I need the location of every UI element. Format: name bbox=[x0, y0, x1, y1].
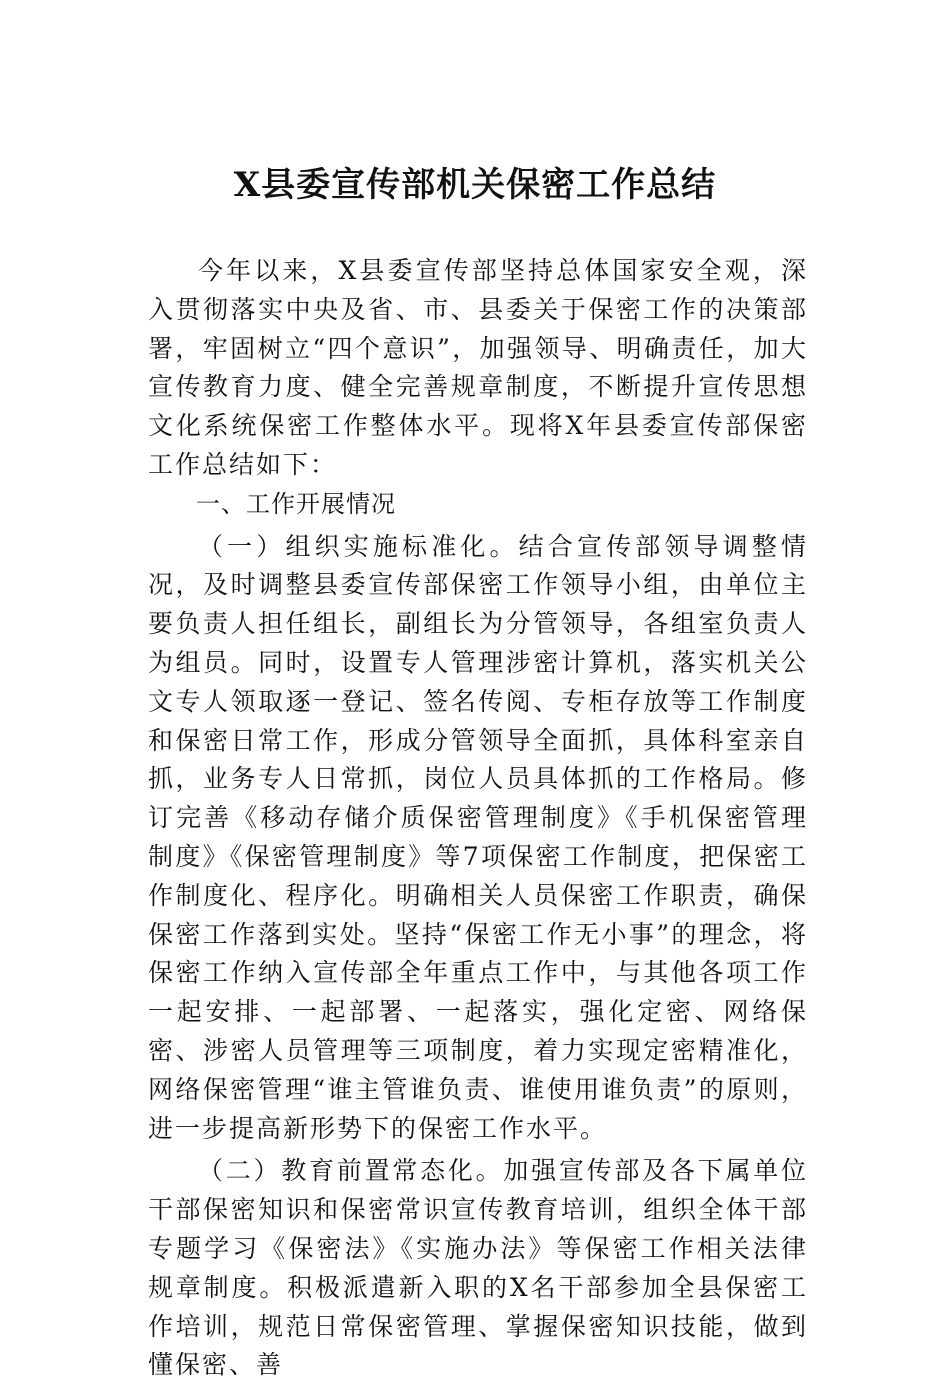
item-lead: （一）组织实施标准化。 bbox=[198, 531, 519, 561]
document-title: X县委宣传部机关保密工作总结 bbox=[233, 165, 717, 205]
section-heading: 一、工作开展情况 bbox=[196, 489, 396, 518]
item-text: 加强宣传部及各下属单位干部保密知识和保密常识宣传教育培训，组织全体干部专题学习《保密法》《实施办法》等保密工作相关法律规章制度。积极派遣新入职的X名干部参加全县保密工作培训，规范日常保密管理、掌握保密知识技能，做到懂保密、善 bbox=[148, 1156, 808, 1380]
document-body bbox=[148, 252, 808, 1385]
item-paragraph bbox=[148, 528, 808, 1149]
item-paragraph bbox=[148, 1152, 808, 1385]
item-lead: （二）教育前置常态化。 bbox=[198, 1156, 504, 1186]
intro-paragraph: 今年以来，X县委宣传部坚持总体国家安全观，深入贯彻落实中央及省、市、县委关于保密工作的决策部署，牢固树立“四个意识”，加强领导、明确责任，加大宣传教育力度、健全完善规章制度，不断提升宣传思想文化系统保密工作整体水平。现将X年县委宣传部保密工作总结如下： bbox=[148, 256, 808, 479]
item-text: 结合宣传部领导调整情况，及时调整县委宣传部保密工作领导小组，由单位主要负责人担任组长，副组长为分管领导，各组室负责人为组员。同时，设置专人管理涉密计算机，落实机关公文专人领取逐一登记、签名传阅、专柜存放等工作制度和保密日常工作，形成分管领导全面抓，具体科室亲自抓，业务专人日常抓，岗位人员具体抓的工作格局。修订完善《移动存储介质保密管理制度》《手机保密管理制度》《保密管理制度》等7项保密工作制度，把保密工作制度化、程序化。明确相关人员保密工作职责，确保保密工作落到实处。坚持“保密工作无小事”的理念，将保密工作纳入宣传部全年重点工作中，与其他各项工作一起安排、一起部署、一起落实，强化定密、网络保密、涉密人员管理等三项制度，着力实现定密精准化，网络保密管理“谁主管谁负责、谁使用谁负责”的原则，进一步提高新形势下的保密工作水平。 bbox=[148, 531, 808, 1143]
